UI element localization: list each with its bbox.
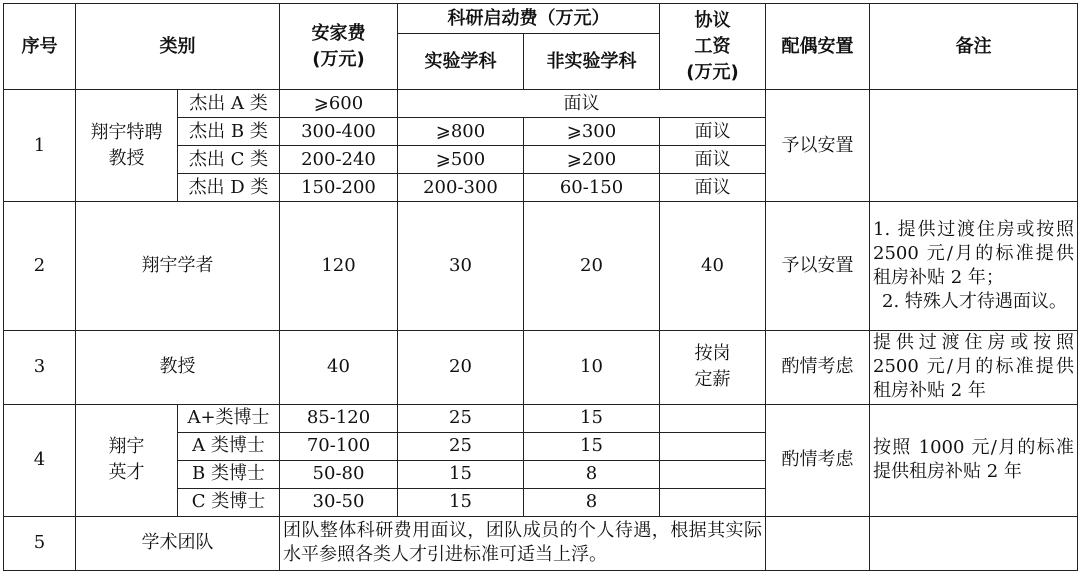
row4-sub-settle: 30-50	[280, 488, 398, 516]
row4-group-line2: 英才	[108, 462, 145, 484]
row4-seq: 4	[4, 404, 76, 516]
row4-spouse: 酌情考虑	[766, 404, 870, 516]
row1-spouse: 予以安置	[766, 90, 870, 202]
row1-group	[76, 90, 178, 202]
row1-sub-settle: ⩾600	[280, 90, 398, 118]
row4-sub-name: B 类博士	[178, 460, 280, 488]
row1-sub-name: 杰出 B 类	[178, 118, 280, 146]
row5-note: 团队整体科研费用面议，团队成员的个人待遇，根据其实际水平参照各类人才引进标准可适当上浮。	[280, 516, 766, 570]
row1-sub-exp: ⩾800	[398, 118, 524, 146]
row1-sub-nonexp: ⩾300	[524, 118, 660, 146]
row4-sub-nonexp: 15	[524, 404, 660, 432]
talent-policy-table	[3, 3, 1078, 571]
row4-sub-exp: 25	[398, 404, 524, 432]
row4-sub-salary	[660, 460, 766, 488]
row4-group-line1: 翔宇	[108, 436, 145, 458]
row1-sub-name: 杰出 D 类	[178, 174, 280, 202]
row3-seq: 3	[4, 330, 76, 404]
row4-sub-settle: 70-100	[280, 432, 398, 460]
header-salary-line3: (万元)	[686, 61, 739, 83]
row4-sub-nonexp: 8	[524, 488, 660, 516]
row3-salary-line2: 定薪	[694, 369, 731, 391]
row4-sub-exp: 15	[398, 488, 524, 516]
row5-spouse	[766, 516, 870, 570]
row1-seq: 1	[4, 90, 76, 202]
row4-sub-salary	[660, 432, 766, 460]
row4-sub-exp: 25	[398, 432, 524, 460]
row1-sub-settle: 300-400	[280, 118, 398, 146]
row2-spouse: 予以安置	[766, 202, 870, 330]
row1-sub-salary: 面议	[660, 146, 766, 174]
row4-sub-settle: 85-120	[280, 404, 398, 432]
row1-sub-exp: ⩾500	[398, 146, 524, 174]
row1-sub-nonexp: ⩾200	[524, 146, 660, 174]
header-spouse: 配偶安置	[766, 4, 870, 90]
row2-name: 翔宇学者	[76, 202, 280, 330]
header-experimental: 实验学科	[398, 34, 524, 90]
row2-salary: 40	[660, 202, 766, 330]
row1-remark	[870, 90, 1078, 202]
row2-remark-item2: 2. 特殊人才待遇面议。	[882, 290, 1067, 312]
header-settle-fee-line2: (万元)	[312, 48, 365, 70]
row3-salary-line1: 按岗	[694, 343, 731, 365]
row5-name: 学术团队	[76, 516, 280, 570]
row4-remark: 按照 1000 元/月的标准提供租房补贴 2 年	[870, 404, 1078, 516]
header-salary-line1: 协议	[694, 9, 731, 31]
row2-seq: 2	[4, 202, 76, 330]
row1-sub-exp: 200-300	[398, 174, 524, 202]
row2-nonexp: 20	[524, 202, 660, 330]
row4-sub-name: A 类博士	[178, 432, 280, 460]
row4-sub-settle: 50-80	[280, 460, 398, 488]
row1-sub-settle: 150-200	[280, 174, 398, 202]
row1-sub-name: 杰出 A 类	[178, 90, 280, 118]
row3-spouse: 酌情考虑	[766, 330, 870, 404]
header-non-experimental: 非实验学科	[524, 34, 660, 90]
row4-group	[76, 404, 178, 516]
header-settle-fee-line1: 安家费	[311, 22, 366, 44]
header-research-fund: 科研启动费（万元）	[398, 4, 660, 34]
header-salary-line2: 工资	[694, 35, 731, 57]
row1-sub-settle: 200-240	[280, 146, 398, 174]
header-remarks: 备注	[870, 4, 1078, 90]
row3-exp: 20	[398, 330, 524, 404]
row1-sub-merged: 面议	[398, 90, 766, 118]
row5-seq: 5	[4, 516, 76, 570]
row2-remark-item1: 1. 提供过渡住房或按照 2500 元/月的标准提供租房补贴 2 年；	[873, 218, 1074, 288]
row4-sub-salary	[660, 404, 766, 432]
row4-sub-nonexp: 8	[524, 460, 660, 488]
row1-group-line2: 教授	[108, 147, 145, 169]
header-seq: 序号	[4, 4, 76, 90]
header-settle-fee	[280, 4, 398, 90]
header-category: 类别	[76, 4, 280, 90]
row3-salary	[660, 330, 766, 404]
row3-nonexp: 10	[524, 330, 660, 404]
row3-settle: 40	[280, 330, 398, 404]
row1-sub-name: 杰出 C 类	[178, 146, 280, 174]
row4-sub-nonexp: 15	[524, 432, 660, 460]
row1-sub-salary: 面议	[660, 174, 766, 202]
row4-sub-name: A+类博士	[178, 404, 280, 432]
row4-sub-salary	[660, 488, 766, 516]
row4-sub-name: C 类博士	[178, 488, 280, 516]
row2-exp: 30	[398, 202, 524, 330]
row3-name: 教授	[76, 330, 280, 404]
row1-group-line1: 翔宇特聘	[90, 121, 163, 143]
row1-sub-salary: 面议	[660, 118, 766, 146]
row4-sub-exp: 15	[398, 460, 524, 488]
header-salary	[660, 4, 766, 90]
row3-remark: 提供过渡住房或按照2500 元/月的标准提供租房补贴 2 年	[870, 330, 1078, 404]
row5-remark	[870, 516, 1078, 570]
row1-sub-nonexp: 60-150	[524, 174, 660, 202]
row2-remark	[870, 202, 1078, 330]
row2-settle: 120	[280, 202, 398, 330]
